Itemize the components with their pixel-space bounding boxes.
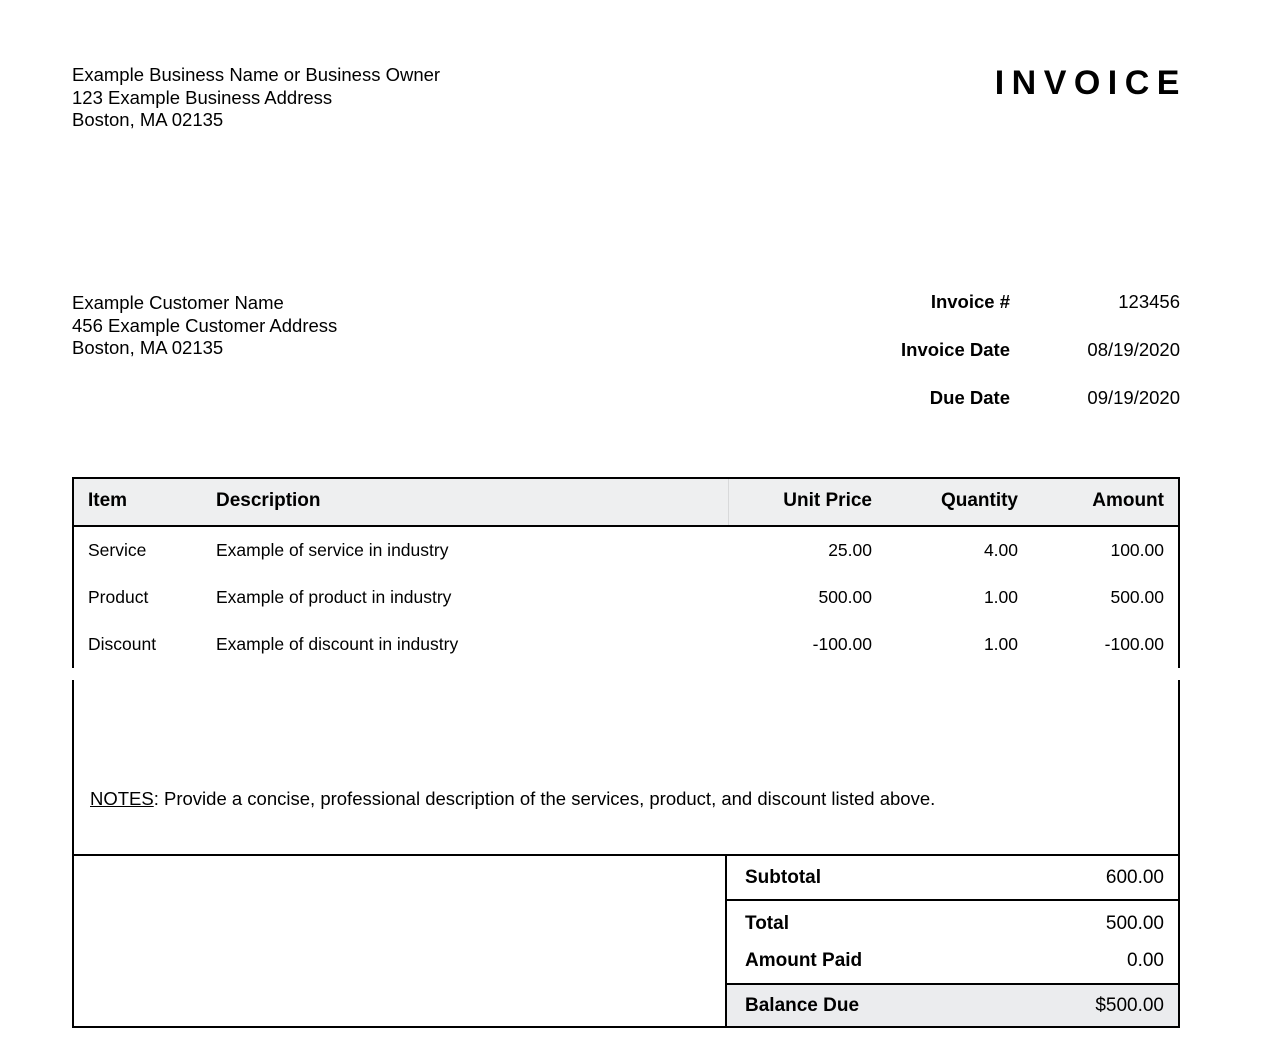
- cell-unit-price: -100.00: [812, 634, 872, 654]
- cell-quantity: 4.00: [983, 540, 1018, 560]
- subtotal-value: 600.00: [1105, 866, 1164, 888]
- table-row: [74, 526, 1178, 574]
- invoice-number-label: Invoice #: [930, 291, 1010, 312]
- totals-column: [727, 856, 1178, 1026]
- cell-unit-price: 500.00: [818, 587, 872, 607]
- cell-item: Service: [88, 540, 147, 560]
- cell-amount: 500.00: [1110, 587, 1164, 607]
- customer-address-block: [72, 290, 337, 360]
- parties-and-meta: [72, 290, 1180, 434]
- cell-description: Example of discount in industry: [216, 634, 459, 654]
- balance-due-group: [727, 985, 1178, 1026]
- invoice-header: [72, 64, 1187, 132]
- total-row: [727, 901, 1178, 942]
- invoice-number-row: [870, 290, 1180, 338]
- notes-separator: :: [153, 788, 159, 809]
- cell-amount: 100.00: [1110, 540, 1164, 560]
- invoice-date-row: [870, 338, 1180, 386]
- amount-paid-value: 0.00: [1127, 949, 1164, 971]
- table-row: [74, 621, 1178, 668]
- cell-unit-price: 25.00: [828, 540, 872, 560]
- balance-due-label: Balance Due: [745, 994, 860, 1016]
- line-items-header: [74, 479, 1178, 526]
- cell-item: Discount: [88, 634, 157, 654]
- total-label: Total: [745, 912, 789, 934]
- due-date-row: [870, 386, 1180, 434]
- business-street: 123 Example Business Address: [72, 86, 333, 108]
- line-items-table: [74, 479, 1178, 668]
- total-value: 500.00: [1105, 912, 1164, 934]
- customer-name: Example Customer Name: [72, 292, 284, 313]
- balance-due-row: [727, 985, 1178, 1026]
- line-items-body: [74, 526, 1178, 668]
- column-header-unit-price: Unit Price: [728, 479, 886, 526]
- cell-description: Example of product in industry: [216, 587, 452, 607]
- cell-quantity: 1.00: [983, 587, 1018, 607]
- business-name: Example Business Name or Business Owner: [72, 64, 441, 85]
- invoice-date-value: 08/19/2020: [1087, 339, 1180, 360]
- customer-city-state-zip: Boston, MA 02135: [72, 337, 224, 358]
- column-header-quantity: Quantity: [886, 479, 1032, 526]
- due-date-label: Due Date: [929, 387, 1010, 408]
- cell-item: Product: [88, 587, 149, 607]
- column-header-amount: Amount: [1032, 479, 1178, 526]
- notes-label: NOTES: [90, 788, 154, 809]
- notes-body: Provide a concise, professional description of the services, product, and discount listed above.: [158, 788, 936, 809]
- table-row: [74, 574, 1178, 621]
- cell-description: Example of service in industry: [216, 540, 449, 560]
- invoice-meta-table: [870, 290, 1180, 434]
- notes-line: [90, 788, 935, 810]
- balance-due-value: $500.00: [1095, 994, 1164, 1016]
- business-address-block: [72, 64, 440, 132]
- cell-quantity: 1.00: [983, 634, 1018, 654]
- totals-empty-panel: [74, 856, 727, 1026]
- column-header-description: Description: [202, 479, 728, 526]
- total-and-paid-group: [727, 901, 1178, 985]
- totals-section: [72, 856, 1180, 1028]
- cell-amount: -100.00: [1104, 634, 1164, 654]
- subtotal-label: Subtotal: [745, 866, 821, 888]
- amount-paid-row: [727, 942, 1178, 983]
- amount-paid-label: Amount Paid: [745, 949, 863, 971]
- due-date-value: 09/19/2020: [1087, 387, 1180, 408]
- notes-section: [72, 680, 1180, 856]
- customer-street: 456 Example Customer Address: [72, 314, 338, 336]
- subtotal-row: [727, 856, 1178, 899]
- page-title: INVOICE: [994, 64, 1187, 102]
- invoice-number-value: 123456: [1118, 291, 1180, 312]
- subtotal-group: [727, 856, 1178, 901]
- line-items-table-container: [72, 477, 1180, 668]
- business-city-state-zip: Boston, MA 02135: [72, 109, 224, 130]
- invoice-date-label: Invoice Date: [901, 339, 1010, 360]
- table-header-row: [74, 479, 1178, 526]
- column-header-item: Item: [74, 479, 202, 526]
